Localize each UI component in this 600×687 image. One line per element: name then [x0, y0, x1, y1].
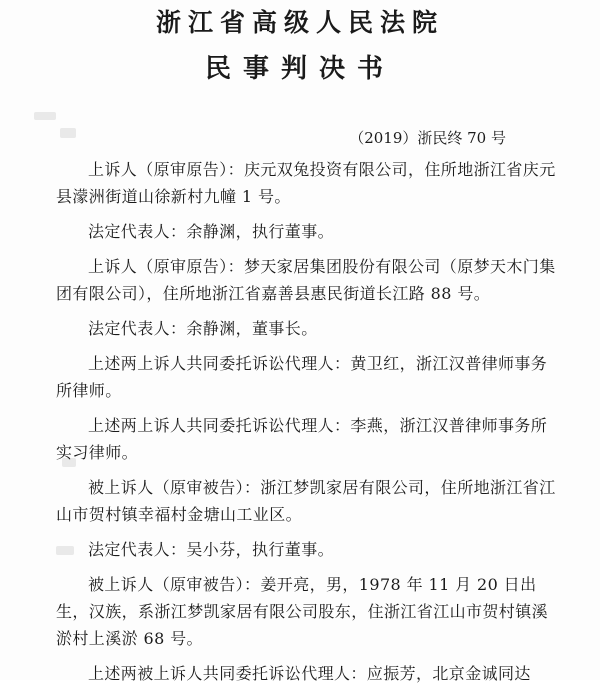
appellee-attorney: 上述两被上诉人共同委托诉讼代理人：应振芳，北京金诚同达 [88, 664, 531, 683]
appellee-1-representative: 法定代表人：吴小芬，执行董事。 [88, 540, 335, 559]
appellant-2-representative: 法定代表人：余静渊，董事长。 [88, 319, 318, 338]
scan-mark [34, 112, 56, 120]
appellee-1: 被上诉人（原审被告）：浙江梦凯家居有限公司，住所地浙江省江山市贺村镇幸福村金塘山工业区。 [56, 478, 556, 524]
case-number: （2019）浙民终 70 号 [349, 129, 506, 147]
court-name: 浙江省高级人民法院 [155, 8, 444, 37]
appellant-1: 上诉人（原审原告）：庆元双兔投资有限公司，住所地浙江省庆元县濛洲街道山徐新村九幢 1 号。 [56, 160, 556, 206]
scan-mark [60, 128, 76, 138]
appellant-attorney-1: 上述两上诉人共同委托诉讼代理人：黄卫红，浙江汉普律师事务所律师。 [56, 354, 548, 400]
document-title: 民事判决书 [204, 54, 395, 84]
document-body [56, 156, 556, 687]
appellant-2: 上诉人（原审原告）：梦天家居集团股份有限公司（原梦天木门集团有限公司），住所地浙江省嘉善县惠民街道长江路 88 号。 [56, 257, 556, 303]
appellant-1-representative: 法定代表人：余静渊，执行董事。 [88, 222, 335, 241]
appellee-2: 被上诉人（原审被告）：姜开亮，男，1978 年 11 月 20 日出生，汉族，系浙江梦凯家居有限公司股东，住浙江省江山市贺村镇溪淤村上溪淤 68 号。 [56, 575, 549, 648]
appellant-attorney-2: 上述两上诉人共同委托诉讼代理人：李燕，浙江汉普律师事务所实习律师。 [56, 416, 548, 462]
